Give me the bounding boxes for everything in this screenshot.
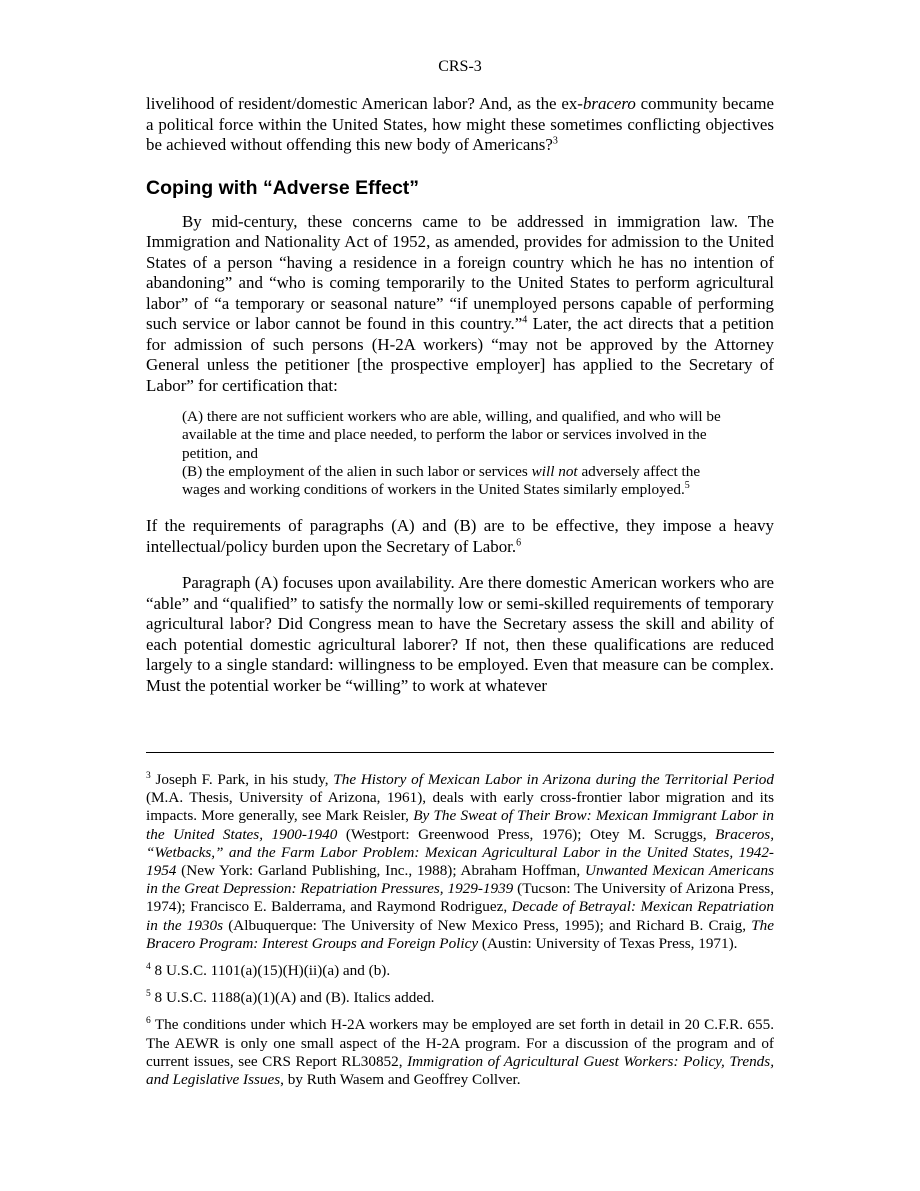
footnote-marker: 5 bbox=[684, 480, 690, 492]
text-run: community became a political force within the United States, how might these sometimes conflicting objectives be achieved without offending this new body of Americans? bbox=[146, 94, 774, 154]
text-run: By mid-century, these concerns came to be addressed in immigration law. The Immigration and Nationality Act of 1952, as amended, provides for admission to the United States of a person “having a residence in a foreign country which he has no intention of abandoning” and “who is coming temporarily to the United States to perform agricultural labor” of “a temporary or seasonal nature” “if unemployed persons capable of performing such service or labor cannot be found in this country.” bbox=[146, 211, 774, 333]
text-run: (M.A. Thesis, University of Arizona, 1961), deals with early cross-frontier labor migration and its impacts. More generally, see Mark Reisler, bbox=[146, 789, 774, 825]
text-run: The conditions under which H-2A workers may be employed are set forth in detail in 20 C.F.R. 655. The AEWR is only one small aspect of the H-2A program. For a discussion of the program and of current issues, see CRS Report RL30852, bbox=[146, 1016, 774, 1070]
italic-text: Braceros, “Wetbacks,” and the Farm Labor Problem: Mexican Agricultural Labor in the United States, 1942-1954 bbox=[146, 825, 774, 880]
quote-paragraph-b bbox=[182, 463, 740, 500]
footnote-marker: 3 bbox=[552, 135, 558, 147]
italic-text: Decade of Betrayal: Mexican Repatriation in the 1930s bbox=[146, 898, 774, 934]
paragraph-ina-1952 bbox=[146, 212, 774, 397]
section-heading: Coping with “Adverse Effect” bbox=[146, 176, 420, 199]
italic-text: The Bracero Program: Interest Groups and Foreign Policy bbox=[146, 916, 774, 952]
text-run: adversely affect the wages and working conditions of workers in the United States similarly employed. bbox=[182, 462, 701, 499]
text-run: (Albuquerque: The University of New Mexico Press, 1995); and Richard B. Craig, bbox=[223, 916, 752, 934]
page-number: CRS-3 bbox=[438, 58, 482, 75]
italic-text: By The Sweat of Their Brow: Mexican Immigrant Labor in the United States, 1900-1940 bbox=[146, 807, 774, 843]
text-run: Later, the act directs that a petition for admission of such persons (H-2A workers) “may not be approved by the Attorney General unless the petitioner [the prospective employer] has applied to the Secretary of Labor” for certification that: bbox=[146, 314, 774, 395]
footnote-marker: 4 bbox=[146, 961, 151, 972]
text-run: If the requirements of paragraphs (A) and (B) are to be effective, they impose a heavy intellectual/policy burden upon the Secretary of Labor. bbox=[146, 516, 774, 556]
text-run: 8 U.S.C. 1101(a)(15)(H)(ii)(a) and (b). bbox=[150, 962, 391, 980]
text-run: (Westport: Greenwood Press, 1976); Otey M. Scruggs, bbox=[337, 825, 716, 843]
footnotes bbox=[146, 771, 774, 1098]
text-run: (Austin: University of Texas Press, 1971). bbox=[478, 934, 738, 952]
footnote-marker: 6 bbox=[516, 537, 522, 549]
text-run: (New York: Garland Publishing, Inc., 1988); Abraham Hoffman, bbox=[176, 862, 585, 880]
paragraph-availability bbox=[146, 573, 774, 696]
italic-text: Immigration of Agricultural Guest Workers: Policy, Trends, and Legislative Issues bbox=[146, 1052, 774, 1089]
main-body bbox=[146, 94, 774, 696]
text-run: 8 U.S.C. 1188(a)(1)(A) and (B). Italics added. bbox=[150, 989, 435, 1007]
text-run: Paragraph (A) focuses upon availability. Are there domestic American workers who are “able” and “qualified” to satisfy the normally low or semi-skilled requirements of temporary agricultural labor? Did Congress mean to have the Secretary assess the skill and ability of each potential domestic agricultural laborer? If not, then these qualifications are reduced largely to a single standard: willingness to be employed. Even that measure can be complex. Must the potential worker be “willing” to work at whatever bbox=[146, 573, 774, 695]
text-run: , by Ruth Wasem and Geoffrey Collver. bbox=[280, 1071, 521, 1089]
paragraph-continuation bbox=[146, 94, 774, 156]
footnote-marker: 5 bbox=[146, 989, 151, 1000]
text-run: (B) the employment of the alien in such labor or services bbox=[182, 462, 532, 480]
statute-quote bbox=[182, 408, 740, 499]
quote-paragraph-a bbox=[182, 408, 740, 463]
footnote-4 bbox=[146, 962, 774, 980]
italic-text: The History of Mexican Labor in Arizona during the Territorial Period bbox=[333, 771, 774, 788]
text-run: (A) there are not sufficient workers who are able, willing, and qualified, and who will be available at the time and place needed, to perform the labor or services involved in the petition, and bbox=[182, 408, 721, 462]
italic-text: Unwanted Mexican Americans in the Great Depression: Repatriation Pressures, 1929-1939 bbox=[146, 862, 774, 898]
text-run: (Tucson: The University of Arizona Press, 1974); Francisco E. Balderrama, and Raymond Rodriguez, bbox=[146, 880, 774, 916]
footnote-marker: 3 bbox=[146, 770, 151, 781]
italic-text: bracero bbox=[582, 94, 636, 113]
footnote-marker: 4 bbox=[522, 314, 528, 326]
text-run: livelihood of resident/domestic American labor? And, as the ex- bbox=[146, 94, 583, 113]
italic-text: will not bbox=[531, 462, 578, 480]
footnote-divider bbox=[146, 752, 774, 753]
footnote-5 bbox=[146, 989, 774, 1007]
footnote-marker: 6 bbox=[146, 1016, 151, 1027]
footnote-3 bbox=[146, 771, 774, 953]
paragraph-requirements bbox=[146, 516, 774, 557]
text-run: Joseph F. Park, in his study, bbox=[150, 771, 334, 788]
footnote-6 bbox=[146, 1016, 774, 1089]
